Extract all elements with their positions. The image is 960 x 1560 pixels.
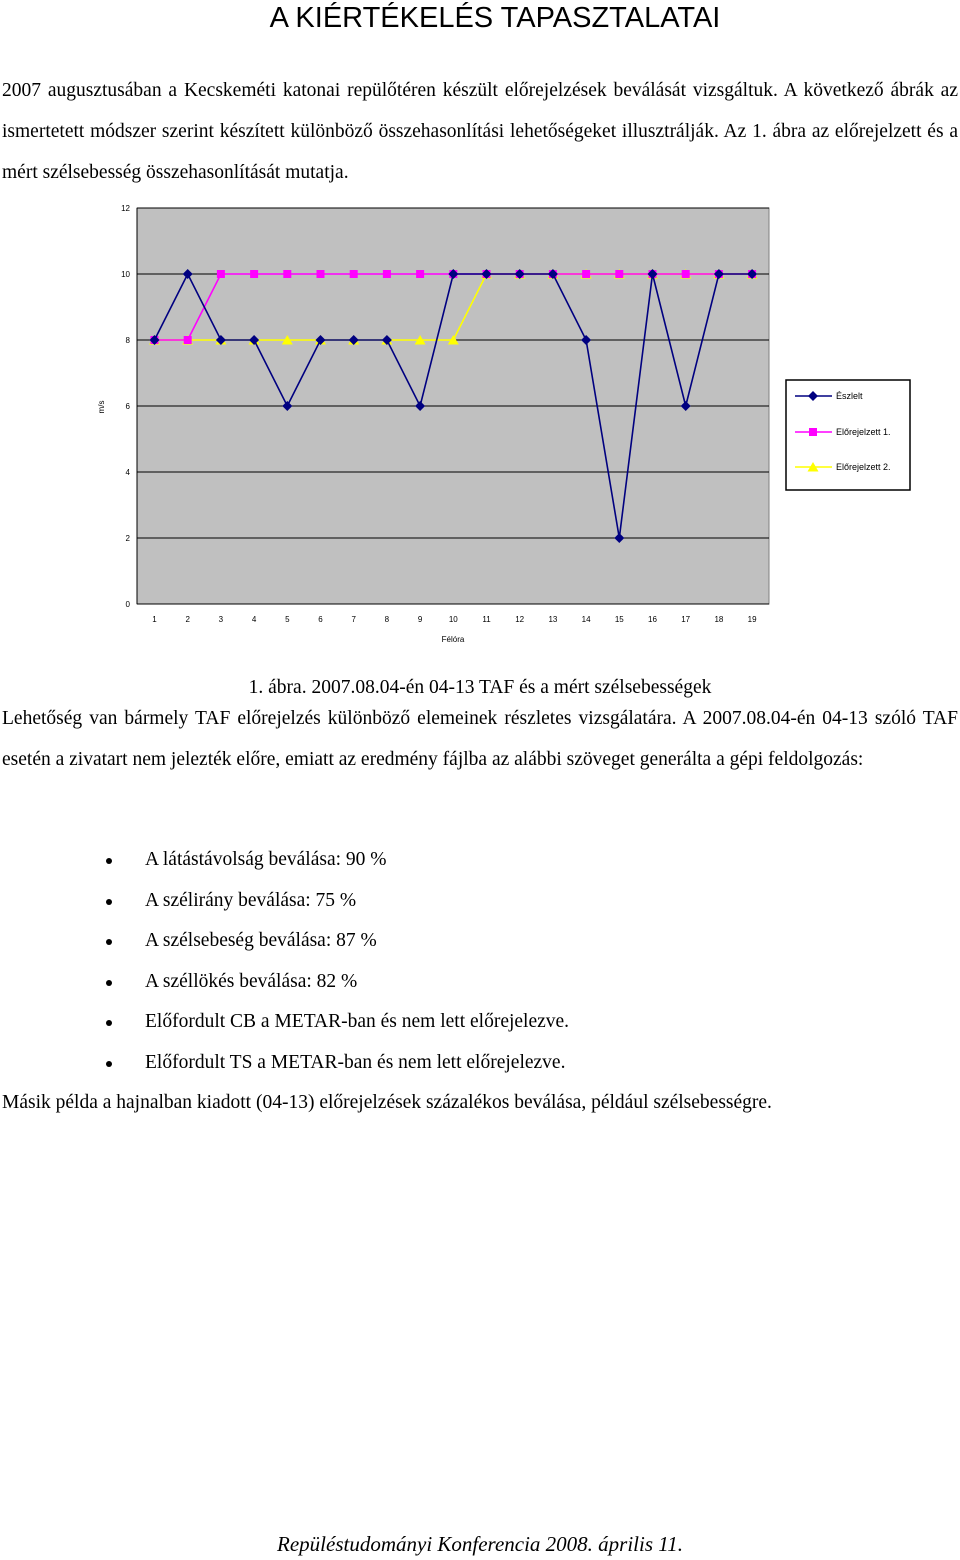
x-tick-label: 15 [614,615,624,624]
x-tick-label: 14 [581,615,591,624]
x-tick-label: 1 [152,615,157,624]
bullet-icon [106,980,112,986]
list-item-text: A szélirány beválása: 75 % [145,889,357,911]
list-item-text: A látástávolság beválása: 90 % [145,849,387,870]
data-point [615,270,623,278]
list-item-text: A széllökés beválása: 82 % [145,970,358,992]
x-tick-label: 4 [251,615,257,624]
y-axis-title: m/s [97,400,106,414]
y-tick-label: 10 [121,270,130,279]
data-point [416,270,424,278]
page-heading: A KIÉRTÉKELÉS TAPASZTALATAI [269,2,721,34]
y-tick-label: 12 [121,204,130,213]
data-point [682,270,690,278]
y-tick-label: 2 [125,534,130,543]
data-point [283,270,291,278]
list-item-text: Előfordult CB a METAR-ban és nem lett előrejelezve. [145,1011,570,1033]
x-tick-label: 3 [218,615,224,624]
y-tick-label: 8 [125,336,130,345]
wind-speed-chart [0,196,960,656]
data-point [582,270,590,278]
closing-sentence: Másik példa a hajnalban kiadott (04-13) előrejelzések százalékos beválása, például szélsebességre. [2,1092,772,1113]
data-point [350,270,358,278]
x-tick-label: 5 [285,615,290,624]
figure-caption: 1. ábra. 2007.08.04-én 04-13 TAF és a mért szélsebességek [248,677,712,698]
list-item [0,962,569,1003]
x-tick-label: 6 [318,615,323,624]
x-tick-label: 11 [482,615,491,624]
list-item [0,921,569,962]
legend-label: Előrejelzett 1. [836,427,891,437]
list-item [0,1002,569,1043]
y-tick-label: 4 [125,468,130,477]
result-list [0,840,569,1084]
list-item [0,881,569,922]
bullet-icon [106,1061,112,1067]
data-point [250,270,258,278]
x-tick-label: 16 [648,615,657,624]
x-tick-label: 18 [714,615,724,624]
data-point [317,270,325,278]
y-tick-label: 0 [125,600,130,609]
legend-label: Előrejelzett 2. [836,462,891,472]
x-tick-label: 8 [384,615,390,624]
figure-1 [0,196,960,656]
y-tick-label: 6 [125,402,130,411]
list-item-text: A szélsebeség beválása: 87 % [145,930,377,952]
legend-label: Észlelt [836,391,863,401]
data-point [383,270,391,278]
x-tick-label: 10 [448,615,458,624]
body-paragraph: Lehetőség van bármely TAF előrejelzés különböző elemeinek részletes vizsgálatára. A 2007.08.04-én 04-13 szóló TAF esetén a zivatart nem jelezték előre, emiatt az eredmény fájlba az alábbi szöveget generálta a gépi feldolgozás: [2,708,958,770]
x-tick-label: 12 [515,615,525,624]
list-item [0,1043,569,1084]
list-item-text: Előfordult TS a METAR-ban és nem lett előrejelezve. [145,1051,566,1073]
x-tick-label: 9 [417,615,423,624]
x-tick-label: 2 [185,615,190,624]
bullet-icon [106,1020,112,1026]
x-axis-title: Félóra [441,635,465,644]
x-tick-label: 19 [747,615,757,624]
bullet-icon [106,858,112,864]
x-tick-label: 7 [351,615,356,624]
page-footer: Repüléstudományi Konferencia 2008. április 11. [277,1532,683,1556]
bullet-icon [106,939,112,945]
data-point [184,336,192,344]
intro-paragraph: 2007 augusztusában a Kecskeméti katonai repülőtéren készült előrejelzések beválását vizsgáltuk. A következő ábrák az ismertetett módszer szerint készített különböző összehasonlítási lehetőségeket illusztrálják. Az 1. ábra az előrejelzett és a mért szélsebesség összehasonlítását mutatja. [2,80,958,183]
data-point [217,270,225,278]
x-tick-label: 17 [681,615,691,624]
bullet-icon [106,899,112,905]
list-item [0,840,569,881]
legend-marker [809,428,817,436]
x-tick-label: 13 [548,615,558,624]
